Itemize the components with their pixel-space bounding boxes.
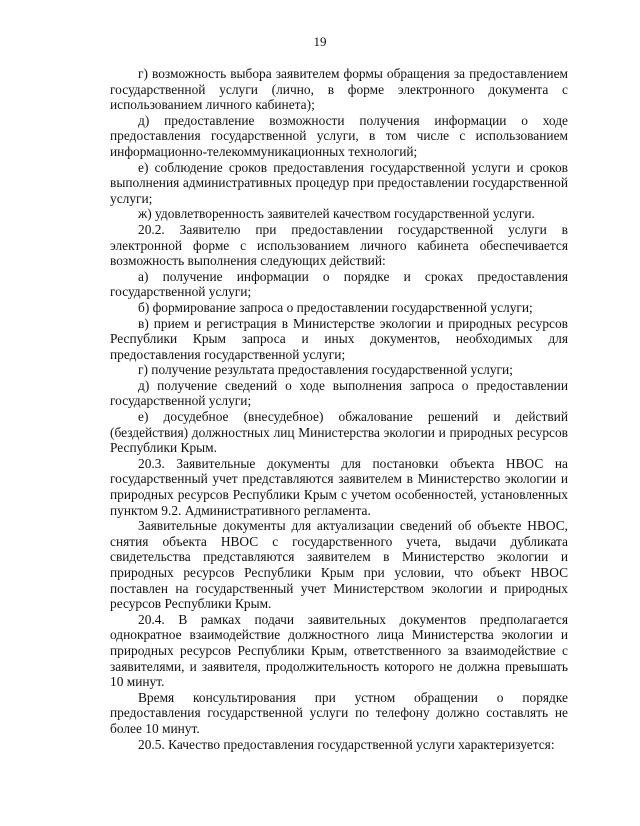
- paragraph-e-appeal: е) досудебное (внесудебное) обжалование решений и действий (бездействия) должностных лиц Министерства экологии и природных ресурсов Республики Крым.: [110, 409, 568, 456]
- paragraph-zh-satisfaction: ж) удовлетворенность заявителей качеством государственной услуги.: [138, 206, 535, 222]
- paragraph-g-get-result: г) получение результата предоставления государственной услуги;: [138, 362, 513, 378]
- page-number: 19: [313, 34, 327, 49]
- paragraph-20-2: 20.2. Заявителю при предоставлении государственной услуги в электронной форме с использованием личного кабинета обеспечивается возможность выполнения следующих действий:: [110, 221, 568, 269]
- paragraph-20-4: 20.4. В рамках подачи заявительных документов предполагается однократное взаимодействие должностного лица Министерства экологии и природных ресурсов Республики Крым, ответственного за взаимодействие с заявителями, и заявителя, продолжительность которого не должна превышать 10 минут.: [110, 611, 568, 690]
- paragraph-20-3: 20.3. Заявительные документы для постановки объекта НВОС на государственный учет представляются заявителем в Министерство экологии и природных ресурсов Республики Крым с учетом особенностей, установленных пунктом 9.2. Административного регламента.: [110, 455, 568, 518]
- paragraph-20-5: 20.5. Качество предоставления государственной услуги характеризуется:: [138, 736, 555, 752]
- paragraph-e-deadlines: е) соблюдение сроков предоставления государственной услуги и сроков выполнения административных процедур при предоставлении государственной услуги;: [110, 159, 568, 206]
- paragraph-consultation-time: Время консультирования при устном обращении о порядке предоставления государственной услуги по телефону должно составлять не более 10 минут.: [110, 689, 568, 736]
- paragraph-a-get-information: а) получение информации о порядке и сроках предоставления государственной услуги;: [110, 268, 568, 300]
- document-body: [110, 66, 568, 752]
- paragraph-b-form-request: б) формирование запроса о предоставлении государственной услуги;: [138, 299, 533, 315]
- paragraph-g-choice-of-form: г) возможность выбора заявителем формы обращения за предоставлением государственной услуги (лично, в форме электронного документа с использованием личного кабинета);: [110, 66, 568, 113]
- paragraph-update-documents: Заявительные документы для актуализации сведений об объекте НВОС, снятия объекта НВОС с государственного учета, выдачи дубликата свидетельства представляются заявителем в Министерство экологии и природных ресурсов Республики Крым при условии, что объект НВОС поставлен на государственный учет Министерством экологии и природных ресурсов Республики Крым.: [110, 518, 568, 612]
- paragraph-d-progress-info: д) предоставление возможности получения информации о ходе предоставления государственной услуги, в том числе с использованием информационно-телекоммуникационных технологий;: [110, 112, 568, 159]
- paragraph-d-request-status: д) получение сведений о ходе выполнения запроса о предоставлении государственной услуги;: [110, 377, 568, 409]
- paragraph-v-registration: в) прием и регистрация в Министерстве экологии и природных ресурсов Республики Крым запроса и иных документов, необходимых для предоставления государственной услуги;: [110, 315, 568, 362]
